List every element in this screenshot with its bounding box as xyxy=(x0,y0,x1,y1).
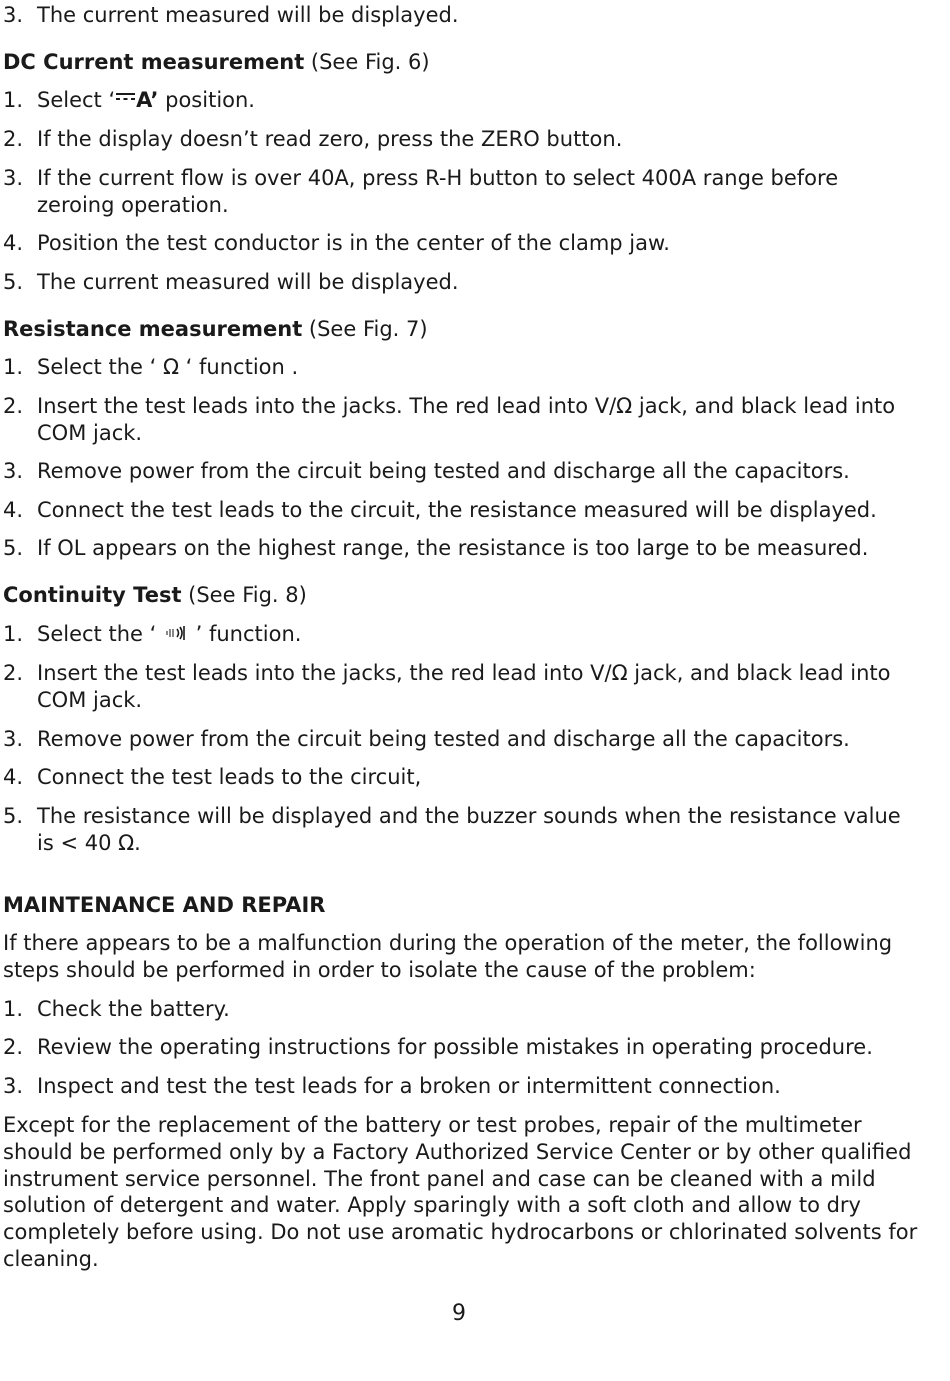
list-number: 4. xyxy=(3,498,24,522)
list-number: 3. xyxy=(3,727,24,751)
list-item xyxy=(3,458,918,485)
list-text: Check the battery. xyxy=(37,997,230,1021)
list-text: Select the ‘ Ω ‘ function . xyxy=(37,355,299,379)
list-item xyxy=(3,726,918,753)
list-item xyxy=(3,2,918,29)
resistance-section-title: Resistance measurement xyxy=(3,317,303,341)
list-text: Review the operating instructions for possible mistakes in operating procedure. xyxy=(37,1035,873,1059)
list-text-pre: Select ‘ xyxy=(37,88,116,112)
list-number: 3. xyxy=(3,3,24,27)
list-item xyxy=(3,996,918,1023)
list-item xyxy=(3,354,918,381)
list-number: 1. xyxy=(3,355,24,379)
list-item xyxy=(3,230,918,257)
dc-section-title: DC Current measurement xyxy=(3,50,305,74)
list-item xyxy=(3,497,918,524)
list-text: Position the test conductor is in the center of the clamp jaw. xyxy=(37,231,670,255)
dc-amps-symbol xyxy=(115,88,158,112)
list-number: 2. xyxy=(3,127,24,151)
list-item xyxy=(3,1073,918,1100)
list-number: 2. xyxy=(3,661,24,685)
list-number: 1. xyxy=(3,88,24,112)
list-item xyxy=(3,87,918,114)
list-item xyxy=(3,393,918,446)
list-number: 3. xyxy=(3,1074,24,1098)
dc-current-symbol-icon xyxy=(116,92,135,102)
list-text: If OL appears on the highest range, the resistance is too large to be measured. xyxy=(37,536,869,560)
list-text-post: ’ function. xyxy=(188,622,302,646)
list-number: 5. xyxy=(3,804,24,828)
list-number: 2. xyxy=(3,394,24,418)
list-item xyxy=(3,803,918,856)
list-text: Insert the test leads into the jacks, the red lead into V/Ω jack, and black lead into COM jack. xyxy=(37,661,891,712)
list-item xyxy=(3,535,918,562)
maintenance-section-heading xyxy=(3,892,325,918)
page-number: 9 xyxy=(452,1301,466,1326)
list-number: 1. xyxy=(3,997,24,1021)
list-item xyxy=(3,660,918,713)
continuity-section-fig-ref: (See Fig. 8) xyxy=(181,583,307,607)
list-text-pre: Select the ‘ xyxy=(37,622,163,646)
list-text: Connect the test leads to the circuit, xyxy=(37,765,422,789)
dc-section-heading xyxy=(3,49,430,75)
list-text: The current measured will be displayed. xyxy=(37,270,459,294)
maintenance-section-title: MAINTENANCE AND REPAIR xyxy=(3,893,326,917)
list-item xyxy=(3,165,918,218)
continuity-section-title: Continuity Test xyxy=(3,583,182,607)
list-number: 4. xyxy=(3,765,24,789)
list-text-post: position. xyxy=(158,88,255,112)
list-number: 3. xyxy=(3,459,24,483)
list-number: 2. xyxy=(3,1035,24,1059)
list-text: If the current flow is over 40A, press R-H button to select 400A range before zeroing operation. xyxy=(37,166,839,217)
maintenance-closing-paragraph: Except for the replacement of the battery or test probes, repair of the multimeter should be performed only by a Factory Authorized Service Center or by other qualified instrument service personnel. The front panel and case can be cleaned with a mild solution of detergent and water. Apply sparingly with a soft cloth and allow to dry completely before using. Do not use aromatic hydrocarbons or chlorinated solvents for cleaning. xyxy=(3,1113,918,1271)
list-number: 3. xyxy=(3,166,24,190)
list-text: The resistance will be displayed and the buzzer sounds when the resistance value is < 40 Ω. xyxy=(37,804,901,855)
list-text: If the display doesn’t read zero, press the ZERO button. xyxy=(37,127,623,151)
list-number: 5. xyxy=(3,536,24,560)
list-item xyxy=(3,621,918,648)
list-text: Remove power from the circuit being tested and discharge all the capacitors. xyxy=(37,459,850,483)
list-text: Insert the test leads into the jacks. The red lead into V/Ω jack, and black lead into COM jack. xyxy=(37,394,896,445)
dc-section-fig-ref: (See Fig. 6) xyxy=(304,50,430,74)
maintenance-intro-paragraph: If there appears to be a malfunction during the operation of the meter, the following steps should be performed in order to isolate the cause of the problem: xyxy=(3,931,893,982)
list-text: Inspect and test the test leads for a broken or intermittent connection. xyxy=(37,1074,781,1098)
list-text: The current measured will be displayed. xyxy=(37,3,459,27)
list-number: 5. xyxy=(3,270,24,294)
list-text: Remove power from the circuit being tested and discharge all the capacitors. xyxy=(37,727,850,751)
resistance-section-fig-ref: (See Fig. 7) xyxy=(302,317,428,341)
list-number: 4. xyxy=(3,231,24,255)
continuity-section-heading xyxy=(3,582,307,608)
list-text xyxy=(37,621,918,648)
list-text: Connect the test leads to the circuit, the resistance measured will be displayed. xyxy=(37,498,877,522)
list-number: 1. xyxy=(3,622,24,646)
list-item xyxy=(3,126,918,153)
list-text xyxy=(37,87,918,114)
resistance-section-heading xyxy=(3,316,428,342)
list-item xyxy=(3,764,918,791)
continuity-buzzer-icon xyxy=(163,625,189,641)
list-item xyxy=(3,269,918,296)
dc-amps-label: A’ xyxy=(136,88,159,112)
list-item xyxy=(3,1034,918,1061)
